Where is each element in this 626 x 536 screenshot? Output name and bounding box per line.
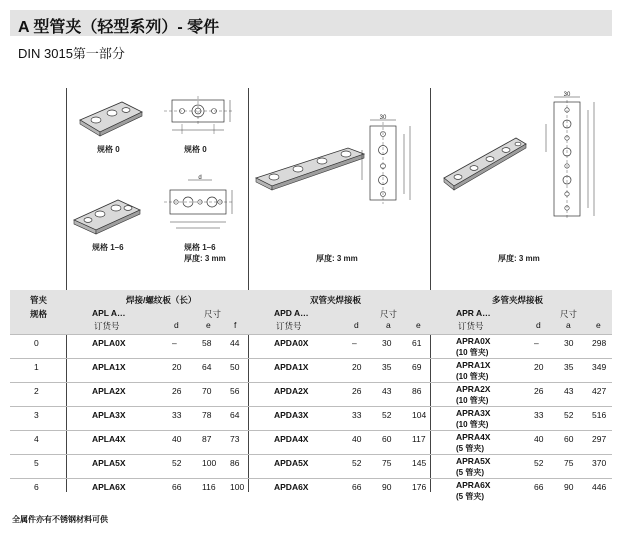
apda-e-header: e [416, 320, 421, 330]
cell-apda-order: APDA1X [274, 362, 309, 372]
cell-apra-order [456, 456, 490, 478]
cell-apda-a: 43 [382, 386, 392, 396]
cell-apra-d: 20 [534, 362, 544, 372]
cell-apla-e: 64 [202, 362, 212, 372]
cell-apda-e: 69 [412, 362, 422, 372]
apla-code-header: APL A… [92, 308, 126, 318]
cell-apda-a: 35 [382, 362, 392, 372]
cell-size: 1 [34, 362, 39, 372]
cell-apda-d: 33 [352, 410, 362, 420]
apla-dim-d: d [198, 175, 202, 181]
apra-clamp-count: (5 管夹) [456, 492, 484, 501]
apra-order-code: APRA0X [456, 336, 491, 346]
cell-apla-f: 50 [230, 362, 240, 372]
apla-size16-plate-drawing [70, 196, 144, 238]
cell-apda-e: 61 [412, 338, 422, 348]
cell-apla-order: APLA2X [92, 386, 126, 396]
cell-apda-e: 117 [412, 434, 426, 444]
cell-apla-e: 78 [202, 410, 212, 420]
apra-technical-drawing [540, 92, 600, 220]
table-row [10, 334, 612, 359]
cell-apla-d: 40 [172, 434, 182, 444]
apra-order-code: APRA3X [456, 408, 491, 418]
cell-apda-d: 66 [352, 482, 362, 492]
cell-apra-a: 90 [564, 482, 574, 492]
apla-size16-technical-drawing [160, 176, 240, 236]
apra-order-header: 订货号 [458, 321, 484, 331]
cell-size: 0 [34, 338, 39, 348]
cell-apla-f: 86 [230, 458, 240, 468]
apla-thickness-caption: 厚度: 3 mm [184, 254, 226, 263]
apla-dim-header: 尺寸 [204, 309, 222, 319]
cell-apla-order: APLA3X [92, 410, 126, 420]
page-title: A 型管夹（轻型系列）- 零件 [18, 19, 220, 36]
apra-clamp-count: (10 管夹) [456, 372, 489, 381]
cell-apda-a: 75 [382, 458, 392, 468]
apra-clamp-count: (10 管夹) [456, 420, 489, 429]
page-subtitle: DIN 3015第一部分 [18, 46, 125, 61]
group-apda-title: 双管夹焊接板 [310, 295, 362, 305]
cell-apda-e: 145 [412, 458, 427, 468]
apra-clamp-count: (10 管夹) [456, 348, 489, 357]
cell-apra-e: 349 [592, 362, 607, 372]
cell-size: 2 [34, 386, 39, 396]
cell-apra-e: 427 [592, 386, 607, 396]
cell-size: 4 [34, 434, 39, 444]
cell-apda-d: 40 [352, 434, 362, 444]
cell-apda-a: 52 [382, 410, 392, 420]
cell-apda-order: APDA5X [274, 458, 309, 468]
cell-apra-a: 30 [564, 338, 574, 348]
cell-apda-a: 60 [382, 434, 392, 444]
apda-dim-header: 尺寸 [380, 309, 398, 319]
cell-apra-e: 370 [592, 458, 607, 468]
apra-code-header: APR A… [456, 308, 491, 318]
cell-apra-e: 516 [592, 410, 607, 420]
apla-f-header: f [234, 320, 237, 330]
cell-apla-e: 70 [202, 386, 212, 396]
cell-size: 5 [34, 458, 39, 468]
cell-apra-e: 298 [592, 338, 607, 348]
apra-d-header: d [536, 320, 541, 330]
cell-apra-order [456, 384, 490, 406]
table-header [10, 290, 612, 334]
apra-e-header: e [596, 320, 601, 330]
apla-size0-iso-caption: 规格 0 [97, 145, 120, 154]
cell-apla-f: 100 [230, 482, 245, 492]
apla-d-header: d [174, 320, 179, 330]
cell-apla-e: 100 [202, 458, 217, 468]
cell-apda-d: 20 [352, 362, 362, 372]
apra-clamp-count: (10 管夹) [456, 396, 489, 405]
cell-apra-a: 43 [564, 386, 574, 396]
cell-apra-e: 446 [592, 482, 607, 492]
apra-a-header: a [566, 320, 571, 330]
apra-dim-header: 尺寸 [560, 309, 578, 319]
cell-apla-f: 56 [230, 386, 240, 396]
table-row [10, 406, 612, 431]
cell-apda-a: 30 [382, 338, 392, 348]
cell-apra-order [456, 432, 490, 454]
cell-apla-order: APLA4X [92, 434, 126, 444]
apra-order-code: APRA6X [456, 480, 491, 490]
apra-clamp-count: (5 管夹) [456, 468, 484, 477]
table-row [10, 358, 612, 383]
cell-apla-d: 20 [172, 362, 182, 372]
cell-apra-d: 52 [534, 458, 544, 468]
apra-order-code: APRA5X [456, 456, 491, 466]
cell-apra-d: – [534, 338, 539, 348]
cell-apla-e: 116 [202, 482, 216, 492]
cell-apla-e: 87 [202, 434, 212, 444]
cell-apla-d: 52 [172, 458, 182, 468]
apda-thickness-caption: 厚度: 3 mm [316, 254, 358, 263]
cell-apda-d: 26 [352, 386, 362, 396]
cell-apra-e: 297 [592, 434, 607, 444]
cell-size: 3 [34, 410, 39, 420]
cell-apla-order: APLA0X [92, 338, 126, 348]
table-row [10, 478, 612, 503]
cell-apda-d: – [352, 338, 357, 348]
cell-apda-d: 52 [352, 458, 362, 468]
cell-apra-a: 35 [564, 362, 574, 372]
apla-size16-iso-caption: 规格 1–6 [92, 243, 124, 252]
footnote: 全属件亦有不锈钢材料可供 [12, 515, 108, 524]
apra-dim-30: 30 [563, 92, 571, 98]
apla-size0-plate-drawing [76, 98, 146, 140]
cell-apla-f: 44 [230, 338, 240, 348]
cell-apra-a: 75 [564, 458, 574, 468]
apla-e-header: e [206, 320, 211, 330]
cell-apda-e: 104 [412, 410, 427, 420]
apda-d-header: d [354, 320, 359, 330]
col-size-top: 管夹 [30, 295, 48, 305]
cell-apla-e: 58 [202, 338, 212, 348]
cell-apra-d: 26 [534, 386, 544, 396]
cell-apra-a: 60 [564, 434, 574, 444]
cell-apda-order: APDA6X [274, 482, 309, 492]
cell-apra-order [456, 480, 490, 502]
apda-order-header: 订货号 [276, 321, 302, 331]
cell-apda-a: 90 [382, 482, 392, 492]
cell-apra-d: 40 [534, 434, 544, 444]
group-apra-title: 多管夹焊接板 [492, 295, 544, 305]
cell-apda-order: APDA0X [274, 338, 309, 348]
cell-size: 6 [34, 482, 39, 492]
apra-order-code: APRA2X [456, 384, 491, 394]
cell-apda-order: APDA4X [274, 434, 309, 444]
apra-order-code: APRA4X [456, 432, 491, 442]
apla-size0-drw-caption: 规格 0 [184, 145, 207, 154]
cell-apla-d: 26 [172, 386, 182, 396]
col-size-bottom: 规格 [30, 309, 48, 319]
cell-apra-order [456, 336, 490, 358]
title-bar [10, 10, 612, 36]
cell-apra-d: 33 [534, 410, 544, 420]
cell-apla-d: 33 [172, 410, 182, 420]
cell-apda-e: 86 [412, 386, 422, 396]
cell-apda-order: APDA2X [274, 386, 309, 396]
apda-technical-drawing [356, 114, 416, 204]
table-row [10, 430, 612, 455]
apla-order-header: 订货号 [94, 321, 120, 331]
cell-apla-order: APLA1X [92, 362, 126, 372]
apda-plate-drawing [252, 144, 368, 194]
table-row [10, 382, 612, 407]
cell-apra-d: 66 [534, 482, 544, 492]
cell-apla-f: 73 [230, 434, 240, 444]
cell-apra-a: 52 [564, 410, 574, 420]
cell-apda-e: 176 [412, 482, 427, 492]
table-row [10, 454, 612, 479]
apla-size0-technical-drawing [160, 94, 238, 140]
apra-clamp-count: (5 管夹) [456, 444, 484, 453]
cell-apra-order [456, 408, 490, 430]
cell-apla-d: 66 [172, 482, 182, 492]
cell-apda-order: APDA3X [274, 410, 309, 420]
apda-dim-30: 30 [379, 115, 387, 121]
apra-thickness-caption: 厚度: 3 mm [498, 254, 540, 263]
apda-code-header: APD A… [274, 308, 309, 318]
cell-apra-order [456, 360, 490, 382]
apra-plate-drawing [440, 134, 530, 194]
cell-apla-order: APLA5X [92, 458, 126, 468]
group-apla-title: 焊接/螺纹板（长） [126, 295, 197, 305]
apra-order-code: APRA1X [456, 360, 491, 370]
apla-size16-drw-caption: 规格 1–6 [184, 243, 216, 252]
apda-a-header: a [386, 320, 391, 330]
cell-apla-order: APLA6X [92, 482, 126, 492]
cell-apla-f: 64 [230, 410, 240, 420]
cell-apla-d: – [172, 338, 177, 348]
